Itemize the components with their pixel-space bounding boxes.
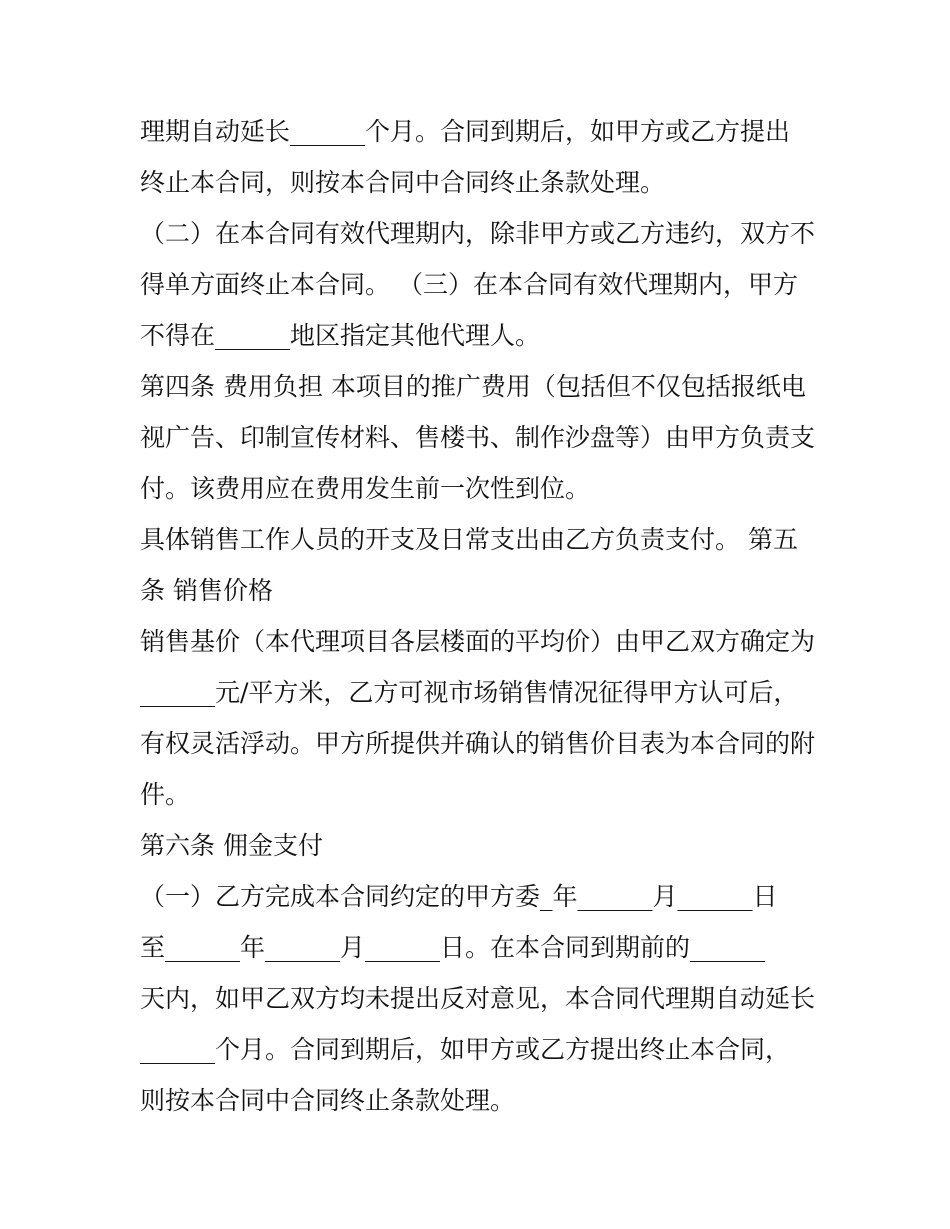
text-line: 至______年______月______日。在本合同到期前的______	[140, 933, 766, 962]
text-line: ______元/平方米，乙方可视市场销售情况征得甲方认可后，	[140, 678, 799, 707]
text-line: 具体销售工作人员的开支及日常支出由乙方负责支付。 第五	[140, 525, 798, 554]
contract-text	[140, 106, 820, 1126]
article-5-heading-line: 条 销售价格	[140, 576, 273, 605]
text-line: 终止本合同，则按本合同中合同终止条款处理。	[140, 168, 666, 197]
text-line: 天内，如甲乙双方均未提出反对意见，本合同代理期自动延长	[140, 984, 816, 1013]
text-line: 销售基价（本代理项目各层楼面的平均价）由甲乙双方确定为	[140, 627, 816, 656]
text-line: 得单方面终止本合同。 （三）在本合同有效代理期内，甲方	[140, 270, 798, 299]
text-line: 视广告、印制宣传材料、售楼书、制作沙盘等）由甲方负责支	[140, 423, 816, 452]
text-line: 不得在______地区指定其他代理人。	[140, 321, 541, 350]
text-line: 则按本合同中合同终止条款处理。	[140, 1086, 516, 1115]
article-4-heading-line: 第四条 费用负担 本项目的推广费用（包括但不仅包括报纸电	[140, 372, 806, 401]
text-line: 件。	[140, 780, 191, 809]
article-6-heading: 第六条 佣金支付	[140, 831, 323, 860]
text-line: （二）在本合同有效代理期内，除非甲方或乙方违约，双方不	[140, 219, 816, 248]
text-line: 有权灵活浮动。甲方所提供并确认的销售价目表为本合同的附	[140, 729, 816, 758]
text-line: （一）乙方完成本合同约定的甲方委_年______月______日	[140, 882, 778, 911]
text-line: 付。该费用应在费用发生前一次性到位。	[140, 474, 591, 503]
text-line: ______个月。合同到期后，如甲方或乙方提出终止本合同，	[140, 1035, 791, 1064]
text-line: 理期自动延长______个月。合同到期后，如甲方或乙方提出	[140, 117, 791, 146]
